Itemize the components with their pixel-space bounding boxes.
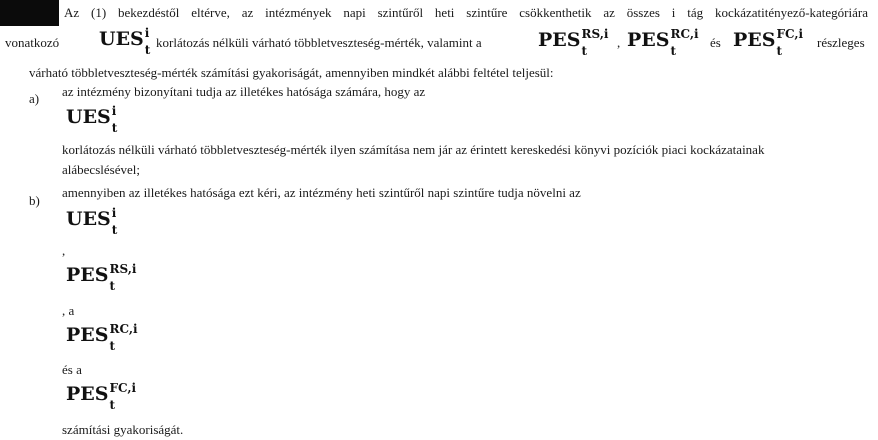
paragraph-line-2-and: és [710,35,721,50]
paragraph-line-3: várható többletveszteség-mérték számítási gyakoriságát, amennyiben mindkét alábbi feltétel teljesül: [29,65,554,80]
paragraph-line-2-comma: , [617,35,621,50]
item-a-line-1: az intézmény bizonyítani tudja az illetékes hatósága számára, hogy az [62,84,426,99]
formula-pes-rc: PES RC,i t [627,27,699,58]
item-b-separator-2: , a [62,303,75,318]
formula-ues: UES i t [99,26,151,57]
item-b-end: számítási gyakoriságát. [62,422,184,437]
formula-pes-fc: PES FC,i t [66,381,137,412]
formula-pes-rs: PES RS,i t [538,27,609,58]
item-a-marker: a) [29,91,40,106]
formula-pes-fc: PES FC,i t [733,27,804,58]
paragraph-line-2-middle: korlátozás nélküli várható többletveszteség-mérték, valamint a [156,35,482,50]
item-a-line-3: alábecslésével; [62,162,140,177]
formula-pes-rs: PES RS,i t [66,262,137,293]
paragraph-line-1: Az (1) bekezdéstől eltérve, az intézmények napi szintűről heti szintűre csökkenthetik az összes i tág kockázatitényező-kategóriára [64,5,868,20]
item-b-marker: b) [29,193,40,208]
formula-ues: UES i t [66,104,118,135]
paragraph-line-2-end: részleges [817,35,865,50]
item-b-separator-1: , [62,243,66,258]
item-b-separator-3: és a [62,362,82,377]
item-a-line-2: korlátozás nélküli várható többletveszteség-mérték ilyen számítása nem jár az érintett kereskedési könyvi pozíciók piaci kockázatainak [62,142,765,157]
formula-ues: UES i t [66,206,118,237]
paragraph-line-2-start: vonatkozó [5,35,60,50]
item-b-line-1: amennyiben az illetékes hatósága ezt kéri, az intézmény heti szintűről napi szintűre tudja növelni az [62,185,581,200]
redaction-block [0,0,59,26]
formula-pes-rc: PES RC,i t [66,322,138,353]
